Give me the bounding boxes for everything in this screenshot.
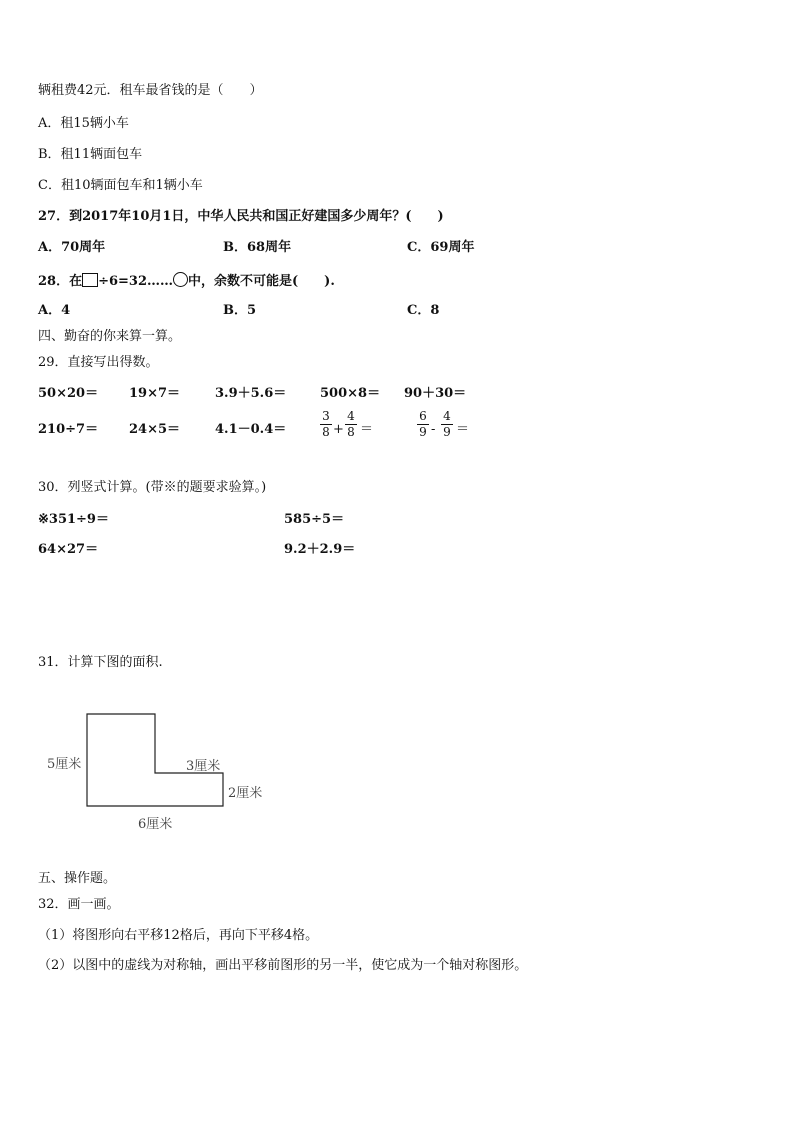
label-inner: 3厘米: [186, 759, 221, 774]
q28-option-a: A．4: [38, 303, 71, 318]
q26-option-a: A．租15辆小车: [38, 116, 129, 131]
q28-option-b: B．5: [223, 303, 257, 318]
denominator: 8: [347, 425, 355, 439]
q26-option-b: B．租11辆面包车: [38, 147, 143, 162]
q32-title: 32．画一画。: [38, 897, 120, 912]
q32-item-2: （2）以图中的虚线为对称轴，画出平移前图形的另一半，使它成为一个轴对称图形。: [38, 958, 528, 973]
q29-item: 500×8＝: [320, 386, 381, 401]
q30-title: 30．列竖式计算。(带※的题要求验算。): [38, 480, 267, 495]
q30-item: ※351÷9＝: [38, 512, 109, 527]
q31-title: 31．计算下图的面积.: [38, 655, 163, 670]
label-left: 5厘米: [47, 757, 82, 772]
q29-item: 90＋30＝: [404, 386, 467, 401]
q27-text: 27．到2017年10月1日，中华人民共和国正好建国多少周年？( ): [38, 209, 444, 224]
q29-item: 24×5＝: [129, 422, 181, 437]
denominator: 9: [419, 425, 427, 439]
operator: -: [431, 422, 436, 437]
q28-option-c: C．8: [407, 303, 440, 318]
section-4-heading: 四、勤奋的你来算一算。: [38, 329, 182, 344]
q27-option-c: C．69周年: [407, 240, 475, 255]
numerator: 3: [322, 409, 330, 423]
label-right: 2厘米: [228, 786, 263, 801]
operator: +: [333, 422, 344, 437]
section-5-heading: 五、操作题。: [38, 871, 117, 886]
q28-suffix: 中，余数不可能是( ).: [188, 274, 335, 289]
q29-title: 29．直接写出得数。: [38, 355, 159, 370]
numerator: 4: [443, 409, 451, 423]
q28-prefix: 28．在: [38, 274, 83, 289]
q32-item-1: （1）将图形向右平移12格后，再向下平移4格。: [38, 928, 319, 943]
q30-item: 64×27＝: [38, 542, 99, 557]
q28-mid: ÷6=32……: [98, 274, 174, 289]
q26-text: 辆租费42元．租车最省钱的是（ ）: [38, 83, 263, 98]
q30-item: 585÷5＝: [284, 512, 345, 527]
equals: ＝: [360, 422, 374, 437]
denominator: 8: [322, 425, 330, 439]
equals: ＝: [456, 422, 470, 437]
q27-option-b: B．68周年: [223, 240, 292, 255]
numerator: 4: [347, 409, 355, 423]
q26-option-c: C．租10辆面包车和1辆小车: [38, 178, 203, 193]
q29-item: 19×7＝: [129, 386, 181, 401]
numerator: 6: [419, 409, 427, 423]
q29-item: 50×20＝: [38, 386, 99, 401]
denominator: 9: [443, 425, 451, 439]
q29-item: 210÷7＝: [38, 422, 99, 437]
q30-item: 9.2＋2.9＝: [284, 542, 356, 557]
q29-item: 4.1－0.4＝: [215, 422, 287, 437]
label-bottom: 6厘米: [138, 817, 173, 832]
q27-option-a: A．70周年: [38, 240, 106, 255]
q29-item: 3.9＋5.6＝: [215, 386, 287, 401]
